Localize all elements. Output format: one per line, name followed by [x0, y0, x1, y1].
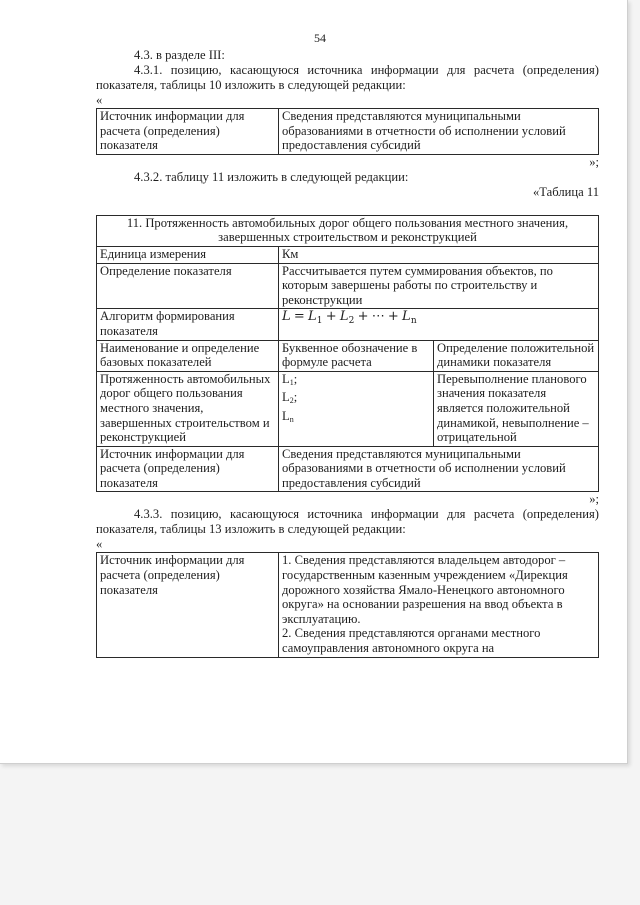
table11-source-value: Сведения представляются муниципальными образованиями в отчетности об исполнении условий предоставления субсидий: [279, 446, 599, 492]
table11-formula: [279, 309, 599, 340]
formula-term-1-sub: 1: [316, 316, 323, 327]
table11-source-label: Источник информации для расчета (определения) показателя: [97, 446, 279, 492]
table-11: [96, 215, 599, 493]
formula-term-1: L: [307, 309, 317, 325]
formula-plus-1: +: [325, 309, 337, 325]
paragraph-4-3-2: 4.3.2. таблицу 11 изложить в следующей редакции:: [134, 169, 409, 184]
formula-term-n: L: [401, 309, 411, 325]
quote-open-2: «: [96, 537, 103, 552]
page-content: [96, 48, 599, 658]
table-row: [97, 246, 599, 263]
table-row: [97, 263, 599, 309]
table11-row-col3: Перевыполнение планового значения показателя является положительной динамикой, невыполнение – отрицательной: [434, 371, 599, 446]
formula-term-2: L: [339, 309, 349, 325]
formula-lhs: L: [282, 309, 291, 325]
formula-plus-3: +: [387, 309, 399, 325]
paragraph-4-3-3: 4.3.3. позицию, касающуюся источника информации для расчета (определения) показателя, таблицы 13 изложить в следующей редакции:: [96, 507, 599, 537]
table11-head-col2: Буквенное обозначение в формуле расчета: [279, 340, 434, 371]
table11-row-col2: [279, 371, 434, 446]
table13-value: [279, 553, 599, 657]
quote-close-1: »;: [589, 154, 599, 169]
table11-head-col1: Наименование и определение базовых показателей: [97, 340, 279, 371]
quote-close-2: »;: [589, 492, 599, 507]
formula-dots: ⋯: [371, 309, 385, 325]
formula-term-n-sub: n: [410, 316, 417, 327]
table13-label: Источник информации для расчета (определения) показателя: [97, 553, 279, 657]
symbol-l2: $L_2$;: [282, 390, 298, 406]
table11-unit-label: Единица измерения: [97, 246, 279, 263]
table-row: [97, 215, 599, 246]
symbol-l1: $L_1$;: [282, 371, 298, 387]
quote-open-1: «: [96, 93, 103, 107]
table11-definition-value: Рассчитывается путем суммирования объектов, по которым завершены работы по строительству и реконструкции: [279, 263, 599, 309]
paragraph-4-3-1: 4.3.1. позицию, касающуюся источника информации для расчета (определения) показателя, таблицы 10 изложить в следующей редакции:: [96, 63, 599, 92]
table-row: [97, 371, 599, 446]
page-number: 54: [314, 31, 326, 45]
table-row: [97, 340, 599, 371]
table-row: [97, 309, 599, 340]
table13-item-2: 2. Сведения представляются органами местного самоуправления автономного округа на: [282, 626, 541, 656]
sum-formula: [282, 309, 417, 327]
table-row: [97, 446, 599, 492]
formula-plus-2: +: [357, 309, 369, 325]
table11-caption: «Таблица 11: [533, 184, 599, 199]
formula-term-2-sub: 2: [348, 316, 355, 327]
table10-value: Сведения представляются муниципальными образованиями в отчетности об исполнении условий предоставления субсидий: [279, 109, 599, 155]
table10-label: Источник информации для расчета (определения) показателя: [97, 109, 279, 155]
table-10-source: [96, 108, 599, 155]
table11-algorithm-label: Алгоритм формирования показателя: [97, 309, 279, 340]
table11-definition-label: Определение показателя: [97, 263, 279, 309]
table-13-source: [96, 552, 599, 657]
table13-item-1: 1. Сведения представляются владельцем автодорог – государственным казенным учреждением «Дирекция дорожного хозяйства Ямало-Ненецкого автономного округа» на основании разрешения на ввод объекта в эксплуатацию.: [282, 553, 568, 626]
table-row: [97, 109, 599, 155]
table11-unit-value: Км: [279, 246, 599, 263]
table11-head-col3: Определение положительной динамики показателя: [434, 340, 599, 371]
table11-row-col1: Протяженность автомобильных дорог общего пользования местного значения, завершенных строительством и реконструкцией: [97, 371, 279, 446]
table-row: [97, 553, 599, 657]
symbol-ln: $L_n$: [282, 408, 294, 424]
section-heading-4-3: 4.3. в разделе III:: [134, 48, 225, 62]
formula-equals: =: [293, 309, 305, 325]
table11-title: 11. Протяженность автомобильных дорог общего пользования местного значения, завершенных строительством и реконструкцией: [97, 215, 599, 246]
